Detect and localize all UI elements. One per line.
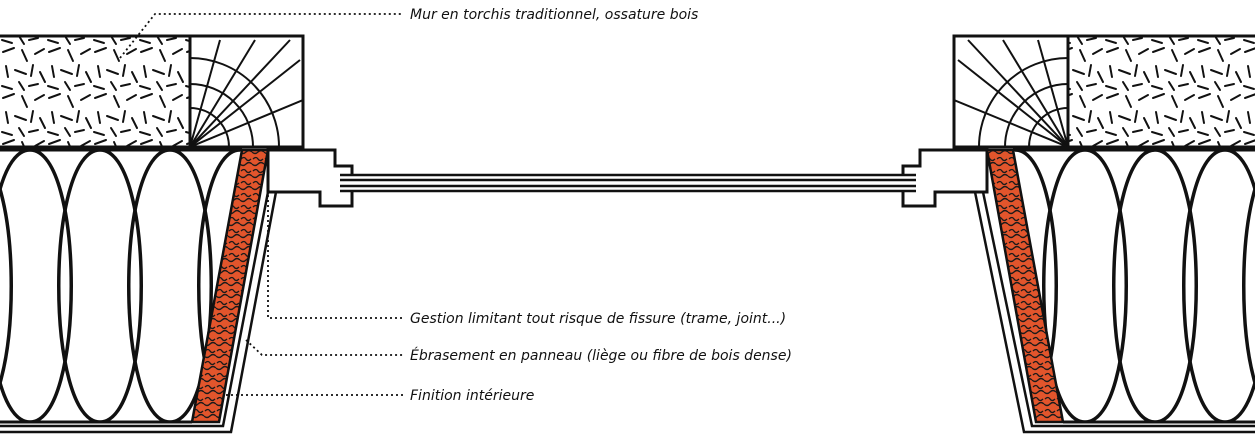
glazing <box>338 174 918 192</box>
reveal-panel-right <box>987 150 1063 422</box>
label-interior-finish: Finition intérieure <box>410 388 535 404</box>
label-wall: Mur en torchis traditionnel, ossature bois <box>410 7 699 23</box>
reveal-panel-left <box>192 150 268 422</box>
leader-reveal <box>246 340 403 355</box>
wall-right <box>954 36 1255 147</box>
label-reveal-panel: Ébrasement en panneau (liège ou fibre de bois dense) <box>410 348 792 364</box>
label-crack-management: Gestion limitant tout risque de fissure (trame, joint...) <box>410 311 787 327</box>
wall-left <box>0 36 303 147</box>
